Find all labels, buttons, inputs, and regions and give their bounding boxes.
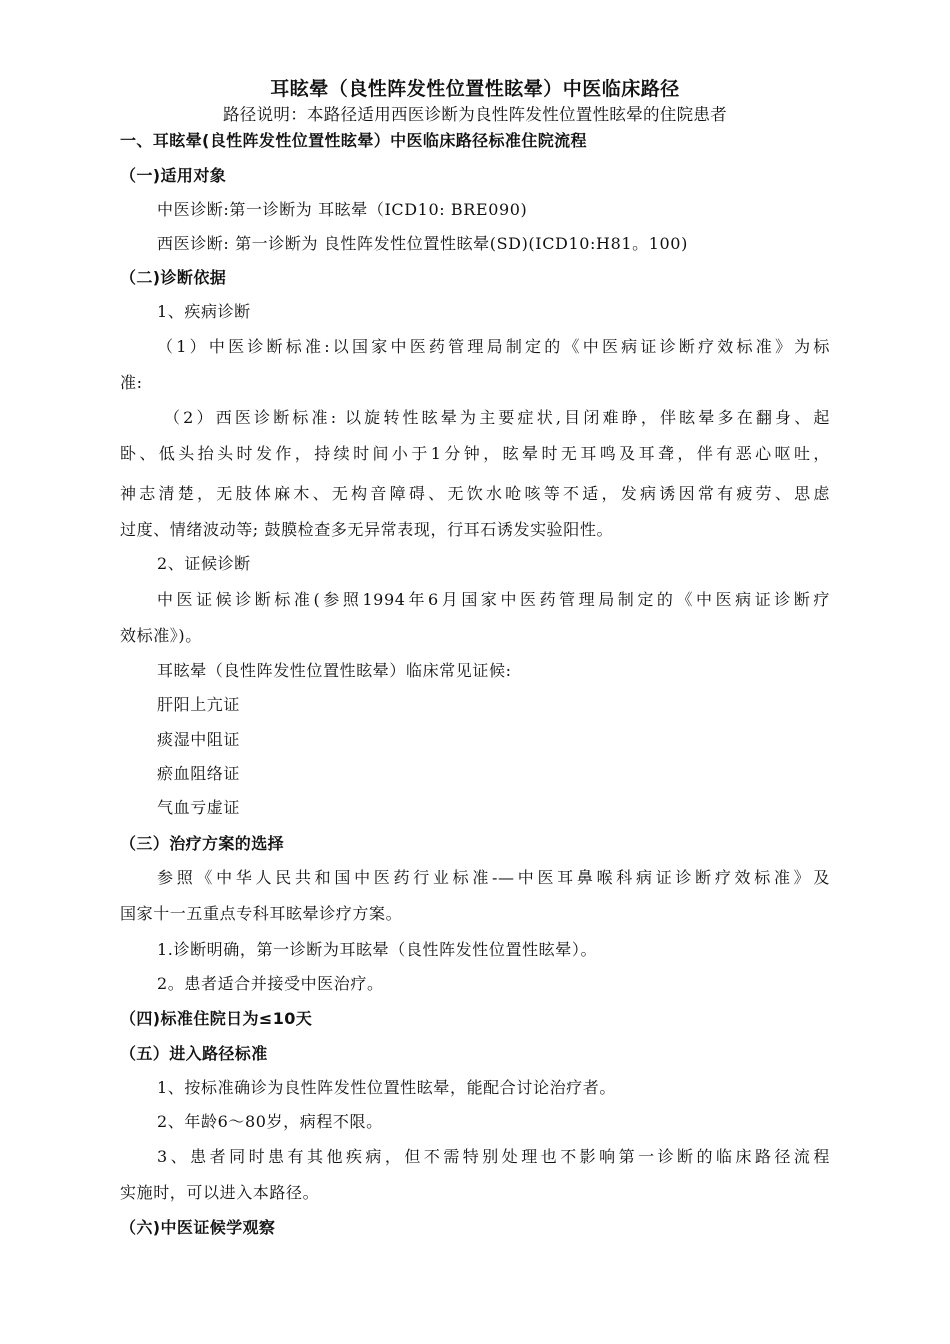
section-heading-1: 一、耳眩晕(良性阵发性位置性眩晕）中医临床路径标准住院流程 (120, 131, 587, 150)
wm-standard-line-3: 神志清楚，无肢体麻木、无构音障碍、无饮水呛咳等不适，发病诱因常有疲劳、思虑 (120, 484, 830, 503)
subsection-heading-treatment: （三）治疗方案的选择 (120, 834, 285, 853)
subsection-heading-observation: （六)中医证候学观察 (120, 1218, 276, 1237)
item-disease-diagnosis: 1、疾病诊断 (157, 302, 251, 321)
syndrome-item: 痰湿中阻证 (157, 730, 241, 749)
treatment-item-2: 2。患者适合并接受中医治疗。 (157, 974, 384, 993)
document-subtitle: 路径说明：本路径适用西医诊断为良性阵发性位置性眩晕的住院患者 (223, 105, 727, 124)
item-syndrome-diagnosis: 2、证候诊断 (157, 554, 251, 573)
treatment-line-1: 参照《中华人民共和国中医药行业标准-—中医耳鼻喉科病证诊断疗效标准》及 (157, 868, 830, 887)
subsection-heading-entry: （五）进入路径标准 (120, 1044, 268, 1063)
tcm-standard-line-2: 准: (120, 373, 143, 392)
wm-standard-line-2: 卧、低头抬头时发作，持续时间小于1分钟，眩晕时无耳鸣及耳聋，伴有恶心呕吐， (120, 444, 830, 463)
common-syndromes-intro: 耳眩晕（良性阵发性位置性眩晕）临床常见证候: (157, 661, 512, 680)
subsection-heading-stay: （四)标准住院日为≤10天 (120, 1009, 313, 1028)
syndrome-standard-line-2: 效标准》)。 (120, 626, 202, 645)
entry-item-1: 1、按标准确诊为良性阵发性位置性眩晕，能配合讨论治疗者。 (157, 1078, 616, 1097)
treatment-item-1: 1.诊断明确，第一诊断为耳眩晕（良性阵发性位置性眩晕）。 (157, 940, 598, 959)
treatment-line-2: 国家十一五重点专科耳眩晕诊疗方案。 (120, 904, 403, 923)
wm-standard-line-4: 过度、情绪波动等; 鼓膜检查多无异常表现，行耳石诱发实验阳性。 (120, 520, 614, 539)
syndrome-item: 肝阳上亢证 (157, 695, 241, 714)
tcm-diagnosis-line: 中医诊断:第一诊断为 耳眩晕（ICD10: BRE090) (157, 200, 528, 219)
wm-standard-line-1: （2）西医诊断标准: 以旋转性眩晕为主要症状,目闭难睁，伴眩晕多在翻身、起 (164, 408, 830, 427)
entry-item-3-line-1: 3、患者同时患有其他疾病，但不需特别处理也不影响第一诊断的临床路径流程 (157, 1147, 830, 1166)
entry-item-2: 2、年龄6～80岁，病程不限。 (157, 1112, 383, 1131)
syndrome-item: 气血亏虚证 (157, 798, 241, 817)
document-title: 耳眩晕（良性阵发性位置性眩晕）中医临床路径 (270, 78, 680, 100)
wm-diagnosis-line: 西医诊断: 第一诊断为 良性阵发性位置性眩晕(SD)(ICD10:H81。100) (157, 234, 688, 253)
subsection-heading-diagnosis: （二)诊断依据 (120, 268, 227, 287)
syndrome-item: 瘀血阻络证 (157, 764, 241, 783)
tcm-standard-line-1: （1）中医诊断标准:以国家中医药管理局制定的《中医病证诊断疗效标准》为标 (157, 337, 830, 356)
entry-item-3-line-2: 实施时，可以进入本路径。 (120, 1183, 320, 1202)
subsection-heading-applicable: （一)适用对象 (120, 166, 227, 185)
syndrome-standard-line-1: 中医证候诊断标准(参照1994年6月国家中医药管理局制定的《中医病证诊断疗 (157, 590, 830, 609)
